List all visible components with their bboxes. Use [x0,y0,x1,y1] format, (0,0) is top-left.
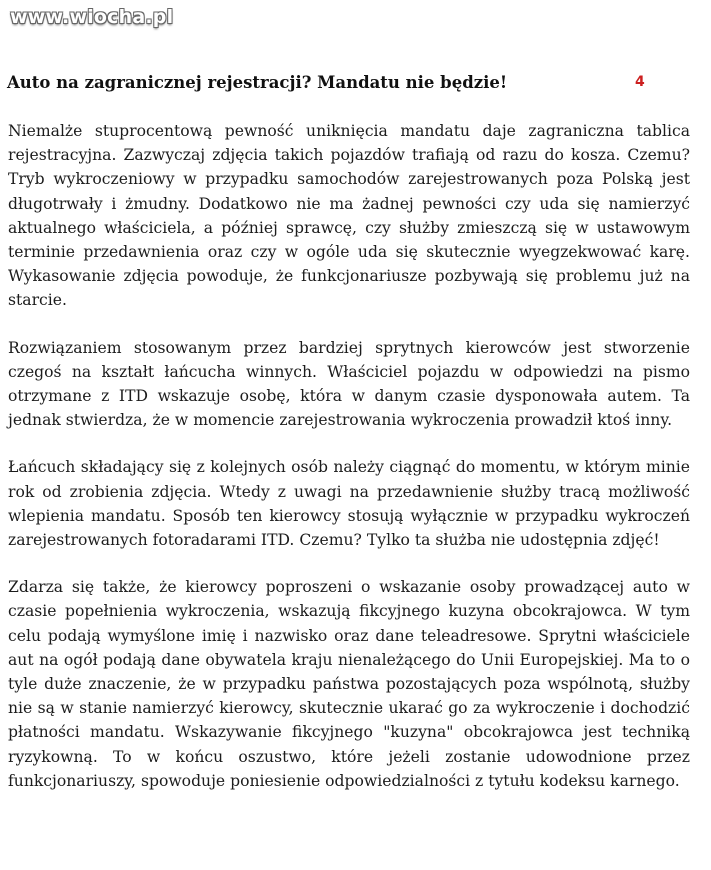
article-title: Auto na zagranicznej rejestracji? Mandatu nie będzie! [7,73,508,92]
site-watermark: www.wiocha.pl [10,6,174,28]
article-paragraph: Niemalże stuprocentową pewność uniknięcia mandatu daje zagraniczna tablica rejestracyjna. Zazwyczaj zdjęcia takich pojazdów trafiają od razu do kosza. Czemu? Tryb wykroczeniowy w przypadku samochodów zarejestrowanych poza Polską jest długotrwały i żmudny. Dodatkowo nie ma żadnej pewności czy uda się namierzyć aktualnego właściciela, a później sprawcę, czy służby zmieszczą się w ustawowym terminie przedawnienia oraz czy w ogóle uda się skutecznie wyegzekwować karę. Wykasowanie zdjęcia powoduje, że funkcjonariusze pozbywają się problemu już na starcie. [8,122,690,310]
article-paragraph: Rozwiązaniem stosowanym przez bardziej sprytnych kierowców jest stworzenie czegoś na kształt łańcucha winnych. Właściciel pojazdu w odpowiedzi na pismo otrzymane z ITD wskazuje osobę, która w danym czasie dysponowała autem. Ta jednak stwierdza, że w momencie zarejestrowania wykroczenia prowadził ktoś inny. [8,338,690,430]
article-paragraph: Zdarza się także, że kierowcy poproszeni o wskazanie osoby prowadzącej auto w czasie popełnienia wykroczenia, wskazują fikcyjnego kuzyna obcokrajowca. W tym celu podają wymyślone imię i nazwisko oraz dane teleadresowe. Sprytni właściciele aut na ogół podają dane obywatela kraju nienależącego do Unii Europejskiej. Ma to o tyle duże znaczenie, że w przypadku państwa pozostających poza wspólnotą, służby nie są w stanie namierzyć kierowcy, skutecznie ukarać go za wykroczenie i dochodzić płatności mandatu. Wskazywanie fikcyjnego "kuzyna" obcokrajowca jest techniką ryzykowną. To w końcu oszustwo, które jeżeli zostanie udowodnione przez funkcjonariuszy, spowoduje poniesienie odpowiedzialności z tytułu kodeksu karnego. [8,578,690,790]
article-body [8,119,690,816]
article-header [7,73,657,99]
article-paragraph: Łańcuch składający się z kolejnych osób należy ciągnąć do momentu, w którym minie rok od zrobienia zdjęcia. Wtedy z uwagi na przedawnienie służby tracą możliwość wlepienia mandatu. Sposób ten kierowcy stosują wyłącznie w przypadku wykroczeń zarejestrowanych fotoradarami ITD. Czemu? Tylko ta służba nie udostępnia zdjęć! [8,458,690,550]
page-number: 4 [635,74,645,90]
